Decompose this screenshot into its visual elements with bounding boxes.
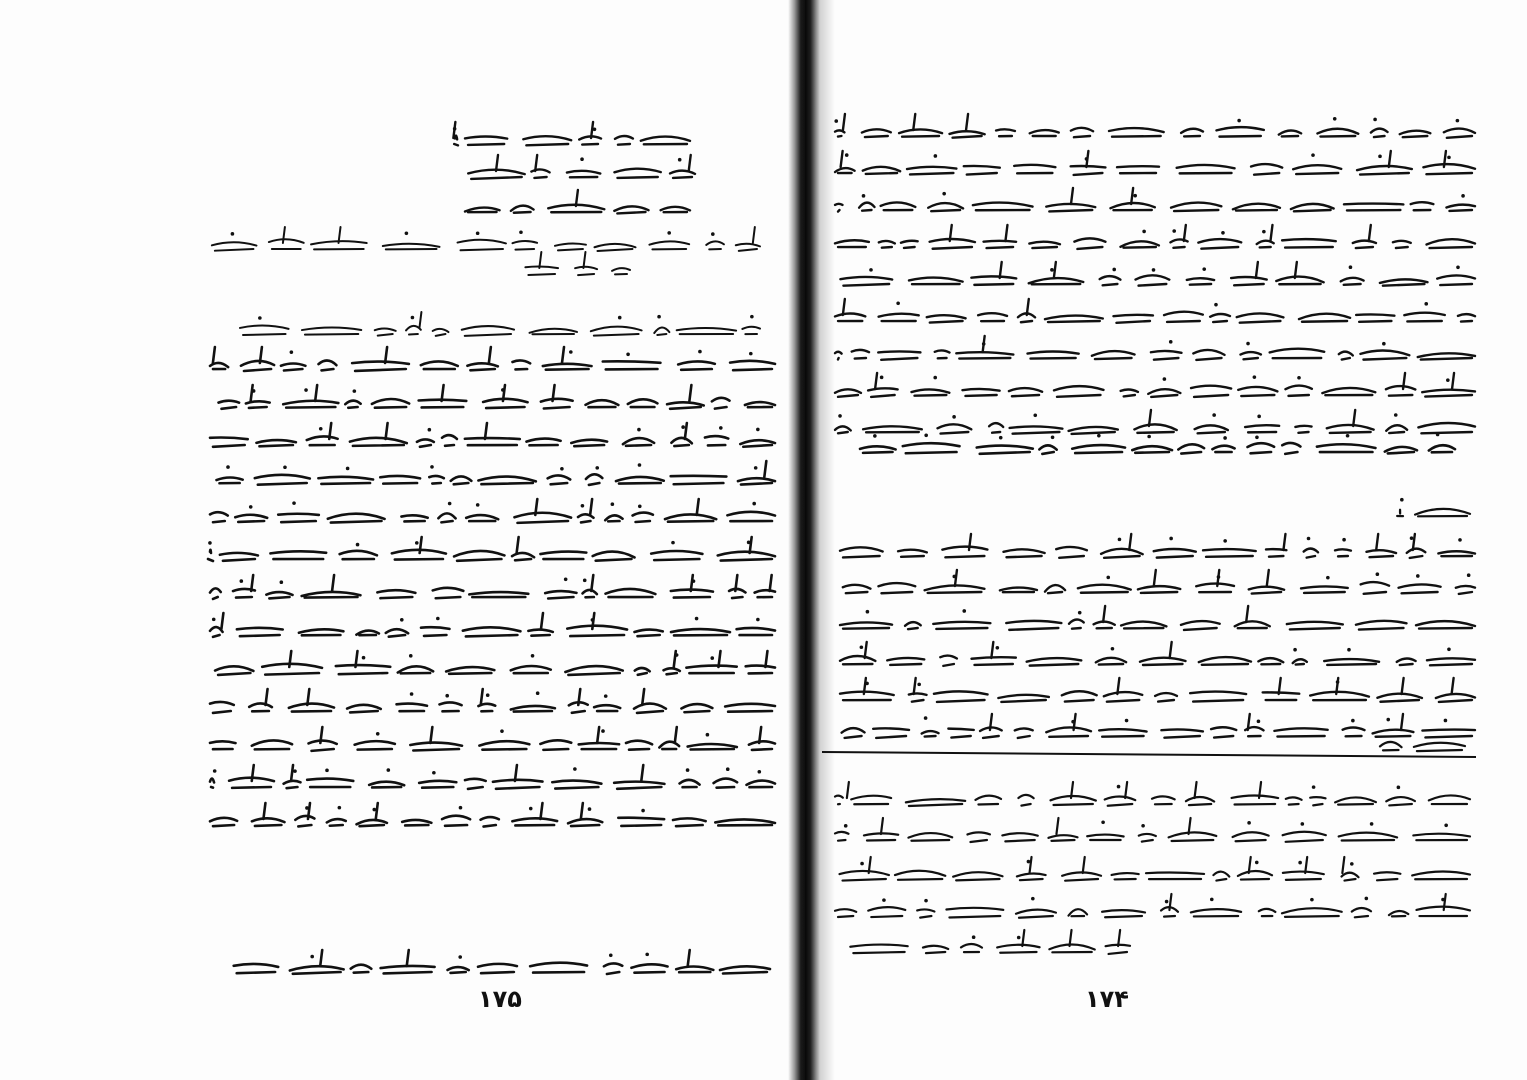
text-line [840,534,1475,558]
text-line [835,225,1475,249]
footnote-divider [822,752,1476,757]
text-line [840,606,1475,630]
footnote-line [850,930,1130,954]
text-line [215,651,775,675]
footnote-line [835,894,1470,918]
right-page-number: ۱۷۴ [1085,985,1129,1013]
closing-line [234,950,770,974]
text-line [842,714,1475,738]
left-page-number: ۱۷۵ [478,985,522,1013]
text-line [210,727,775,751]
verse-line [453,122,690,145]
text-line [835,410,1475,434]
text-line [840,642,1475,666]
text-line [210,803,775,827]
text-line [210,347,775,371]
text-line [216,461,775,485]
text-line [835,151,1475,175]
text-line [843,570,1475,594]
text-line [835,299,1475,323]
text-line [525,252,630,275]
verse-line [468,155,695,179]
text-line [210,765,775,789]
text-line [1397,498,1470,516]
text-line [210,423,775,447]
text-line [834,114,1475,138]
text-line [840,262,1475,286]
text-line [210,499,775,523]
text-line [840,678,1475,702]
text-line [219,385,775,409]
footnote-line [835,818,1470,842]
footnote-line [835,782,1470,806]
footnote-line [840,857,1470,881]
text-line [835,188,1475,212]
text-line [208,537,775,561]
verse-line [465,190,690,213]
text-line [835,336,1475,360]
text-line [210,613,775,637]
text-line [835,373,1475,397]
text-line [210,689,775,713]
text-line [210,575,775,599]
text-line [240,312,760,336]
text-line [212,227,760,251]
text-line [1380,742,1465,751]
text-line [860,433,1455,454]
